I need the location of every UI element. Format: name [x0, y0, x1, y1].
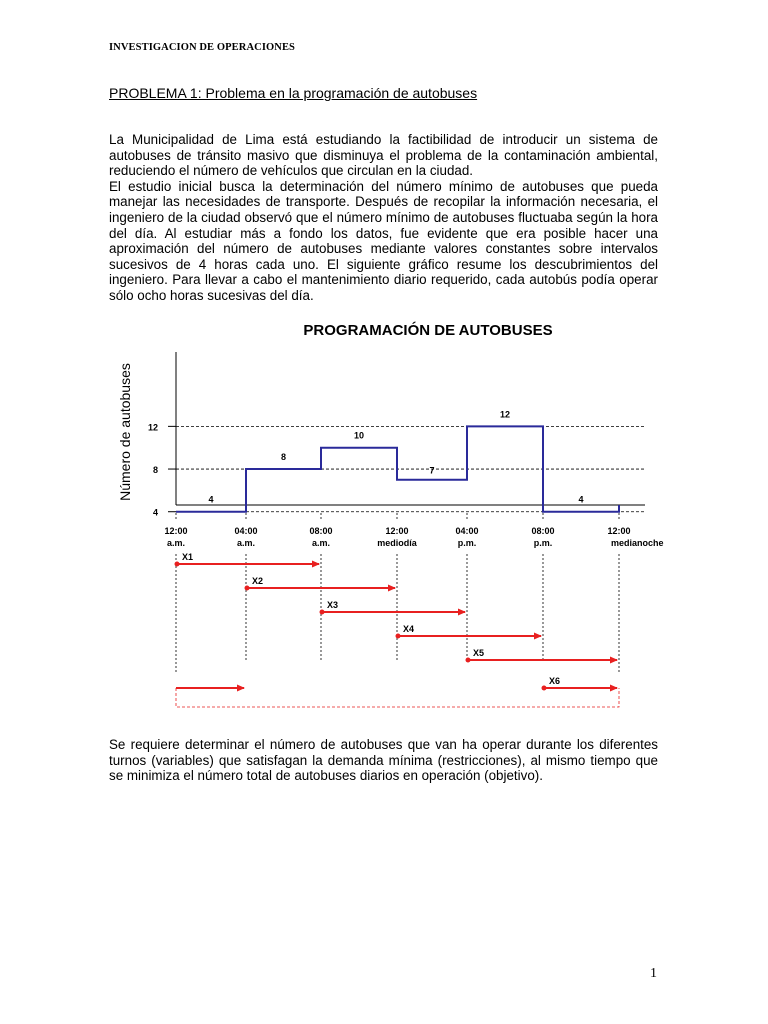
bus-schedule-figure	[0, 310, 768, 730]
x-tick-label-time: 08:00	[309, 526, 333, 536]
x-tick-label-period: a.m.	[166, 538, 186, 548]
interval-value-label: 4	[208, 494, 214, 505]
intro-paragraph-2: El estudio inicial busca la determinación del número mínimo de autobuses que pueda manejar las necesidades de transporte. Después de recopilar la información necesaria, el ingeniero de la ciudad observó que el número mínimo de autobuses fluctuaba según la hora del día. Al estudiar más a fondo los datos, fue evidente que era posible hacer una aproximación del número de autobuses mediante valores constantes sobre intervalos sucesivos de 4 horas cada uno. El siguiente gráfico resume los descubrimientos del ingeniero. Para llevar a cabo el mantenimiento diario requerido, cada autobús podía operar sólo ocho horas sucesivas del día.	[109, 178, 658, 303]
shift-label: X3	[327, 600, 339, 610]
y-axis-label: Número de autobuses	[117, 363, 133, 501]
interval-value-label: 8	[280, 452, 287, 463]
document-header: INVESTIGACION DE OPERACIONES	[109, 42, 296, 53]
y-tick-label: 12	[147, 422, 158, 433]
bus-schedule-chart	[0, 310, 768, 730]
chart-title: PROGRAMACIÓN DE AUTOBUSES	[303, 322, 553, 339]
intro-text	[109, 132, 658, 304]
x-tick-label-period: mediodía	[377, 538, 417, 548]
interval-value-label: 10	[353, 430, 365, 441]
shift-label: X2	[252, 576, 264, 586]
x-tick-label-time: 04:00	[234, 526, 258, 536]
x-tick-label-time: 12:00	[385, 526, 409, 536]
shift-label: X1	[182, 552, 194, 562]
x-tick-label-period: a.m.	[311, 538, 331, 548]
shift-label: X6	[549, 676, 561, 686]
interval-value-label: 7	[429, 465, 435, 476]
axis-ticks	[148, 422, 664, 672]
problem-title: PROBLEMA 1: Problema en la programación de autobuses	[109, 85, 478, 101]
demand-step-line	[176, 409, 619, 511]
interval-value-label: 4	[578, 494, 584, 505]
shift-label: X5	[473, 648, 485, 658]
closing-paragraph: Se requiere determinar el número de autobuses que van ha operar durante los diferentes turnos (variables) que satisfagan la demanda mínima (restricciones), al mismo tiempo que se minimiza el número total de autobuses diarios en operación (objetivo).	[109, 737, 658, 784]
x-tick-label-period: p.m.	[457, 538, 477, 548]
x-tick-label-time: 08:00	[531, 526, 555, 536]
x-tick-label-period: p.m.	[533, 538, 553, 548]
interval-value-label: 12	[499, 409, 511, 420]
y-tick-label: 4	[152, 507, 158, 518]
x-tick-label-time: 12:00	[607, 526, 631, 536]
shift-label: X4	[403, 624, 415, 634]
intro-paragraph-1: La Municipalidad de Lima está estudiando la factibilidad de introducir un sistema de autobuses de tránsito masivo que disminuya el problema de la contaminación ambiental, reduciendo el número de vehículos que circulan en la ciudad.	[109, 132, 658, 179]
wraparound-connector	[176, 688, 619, 707]
x-tick-label-period: medianoche	[611, 538, 664, 548]
page-number: 1	[650, 966, 657, 981]
x-tick-label-period: a.m.	[236, 538, 256, 548]
x-tick-label-time: 12:00	[164, 526, 188, 536]
x-tick-label-time: 04:00	[455, 526, 479, 536]
y-tick-label: 8	[152, 465, 158, 476]
